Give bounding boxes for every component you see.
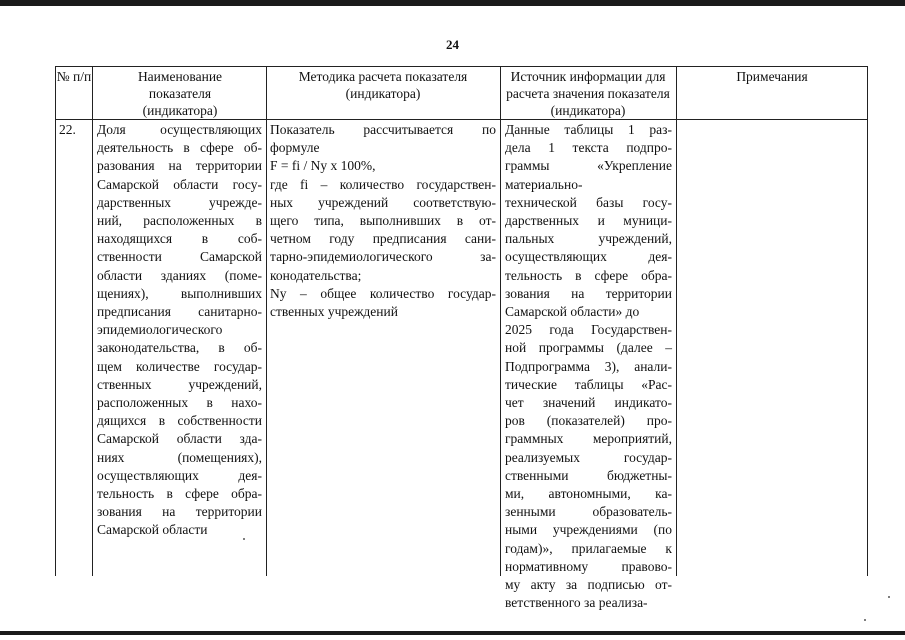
cell-text-line: ными учреждениями (по [505, 522, 672, 538]
cell-text-line: тические таблицы «Рас- [505, 376, 672, 392]
cell-text-line: формуле [270, 140, 320, 156]
cell-text-line: Nу – общее количество государ- [270, 285, 496, 301]
cell-text-line: ных учреждений соответствую- [270, 194, 496, 210]
cell-text-line: F = fi / Nу x 100%, [270, 158, 376, 174]
cell-text-line: му акту за подписью от- [505, 577, 672, 593]
cell-text-line: осуществляющих дея- [505, 249, 672, 265]
column-border [92, 66, 93, 576]
cell-text-line: годам)», прилагаемые к [505, 540, 672, 556]
cell-text-line: ветственного за реализа- [505, 595, 648, 611]
cell-text-line: деятельность в сфере об- [97, 140, 262, 156]
column-border [676, 66, 677, 576]
page-top-border [0, 0, 905, 6]
column-border [867, 66, 868, 576]
scan-speck [888, 596, 890, 598]
cell-text-line: эпидемиологического [97, 322, 223, 338]
cell-text-line: Самарской области [97, 522, 208, 538]
cell-indicator-name [97, 121, 262, 540]
cell-info-source [505, 121, 672, 612]
cell-text-line: находящихся в соб- [97, 231, 262, 247]
cell-text-line: ров (показателей) про- [505, 413, 672, 429]
header-notes: Примечания [736, 69, 808, 84]
cell-text-line: дарственных и муници- [505, 213, 672, 229]
cell-text-line: щем количестве государ- [97, 358, 262, 374]
cell-text-line: зования на территории [97, 504, 262, 520]
page-number: 24 [446, 37, 459, 52]
cell-text-line: Показатель рассчитывается по [270, 122, 496, 137]
cell-text-line: ний, расположенных в [97, 213, 262, 229]
row-number: 22. [59, 122, 76, 137]
cell-text-line: ниях (помещениях), [97, 449, 262, 465]
cell-text-line: зенными образователь- [505, 504, 672, 520]
cell-text-line: тарно-эпидемиологического за- [270, 249, 496, 265]
cell-text-line: расположенных в нахо- [97, 395, 262, 411]
scan-speck [864, 619, 866, 621]
cell-text-line: ственности Самарской [97, 249, 262, 265]
cell-text-line: предписания санитарно- [97, 304, 262, 320]
scan-speck [243, 538, 245, 540]
cell-text-line: Самарской области зда- [97, 431, 262, 447]
cell-text-line: дящихся в собственности [97, 413, 262, 429]
cell-text-line: чет значений индикато- [505, 395, 672, 411]
cell-text-line: где fi – количество государствен- [270, 176, 496, 192]
cell-text-line: технической базы госу- [505, 194, 672, 210]
cell-text-line: осуществляющих дея- [97, 467, 262, 483]
column-border [55, 66, 56, 576]
cell-text-line: дела 1 текста подпро- [505, 140, 672, 156]
cell-text-line: ственными бюджетны- [505, 467, 672, 483]
cell-text-line: Данные таблицы 1 раз- [505, 122, 672, 137]
cell-text-line: щениях), выполнивших [97, 285, 262, 301]
cell-text-line: граммных мероприятий, [505, 431, 672, 447]
cell-text-line: ственных учреждений [270, 304, 398, 320]
cell-text-line: законодательства, в об- [97, 340, 262, 356]
cell-text-line: щего типа, выполнивших в от- [270, 213, 496, 229]
cell-text-line: разования на территории [97, 158, 262, 174]
cell-text-line: материально- [505, 176, 583, 192]
cell-text-line: четном году предписания сани- [270, 231, 496, 247]
table-top-border [55, 66, 868, 67]
cell-text-line: зования на территории [505, 285, 672, 301]
cell-text-line: ми, автономными, ка- [505, 486, 672, 502]
header-info-source: Источник информации для расчета значения показателя (индикатора) [506, 69, 670, 118]
cell-text-line: конодательства; [270, 267, 362, 283]
cell-text-line: Подпрограмма 3), анали- [505, 358, 672, 374]
cell-text-line: Самарской области» до [505, 304, 640, 320]
header-num: № п/п [56, 69, 92, 84]
cell-text-line: 2025 года Государствен- [505, 322, 672, 338]
cell-text-line: тельность в сфере обра- [97, 486, 262, 502]
cell-text-line: Доля осуществляющих [97, 122, 262, 137]
page-bottom-border [0, 631, 905, 635]
header-calc-method: Методика расчета показателя (индикатора) [298, 69, 468, 101]
cell-text-line: граммы «Укрепление [505, 158, 672, 174]
cell-text-line: нормативному правово- [505, 558, 672, 574]
column-border [500, 66, 501, 576]
column-border [266, 66, 267, 576]
header-row-divider [55, 119, 868, 120]
cell-text-line: ной программы (далее – [505, 340, 672, 356]
cell-text-line: реализуемых государ- [505, 449, 672, 465]
cell-text-line: области зданиях (поме- [97, 267, 262, 283]
cell-text-line: тельность в сфере обра- [505, 267, 672, 283]
cell-text-line: ственных учреждений, [97, 376, 262, 392]
cell-text-line: пальных учреждений, [505, 231, 672, 247]
cell-text-line: дарственных учрежде- [97, 194, 262, 210]
cell-text-line: Самарской области госу- [97, 176, 262, 192]
cell-calc-method [270, 121, 496, 321]
header-indicator-name: Наименование показателя (индикатора) [137, 69, 223, 118]
